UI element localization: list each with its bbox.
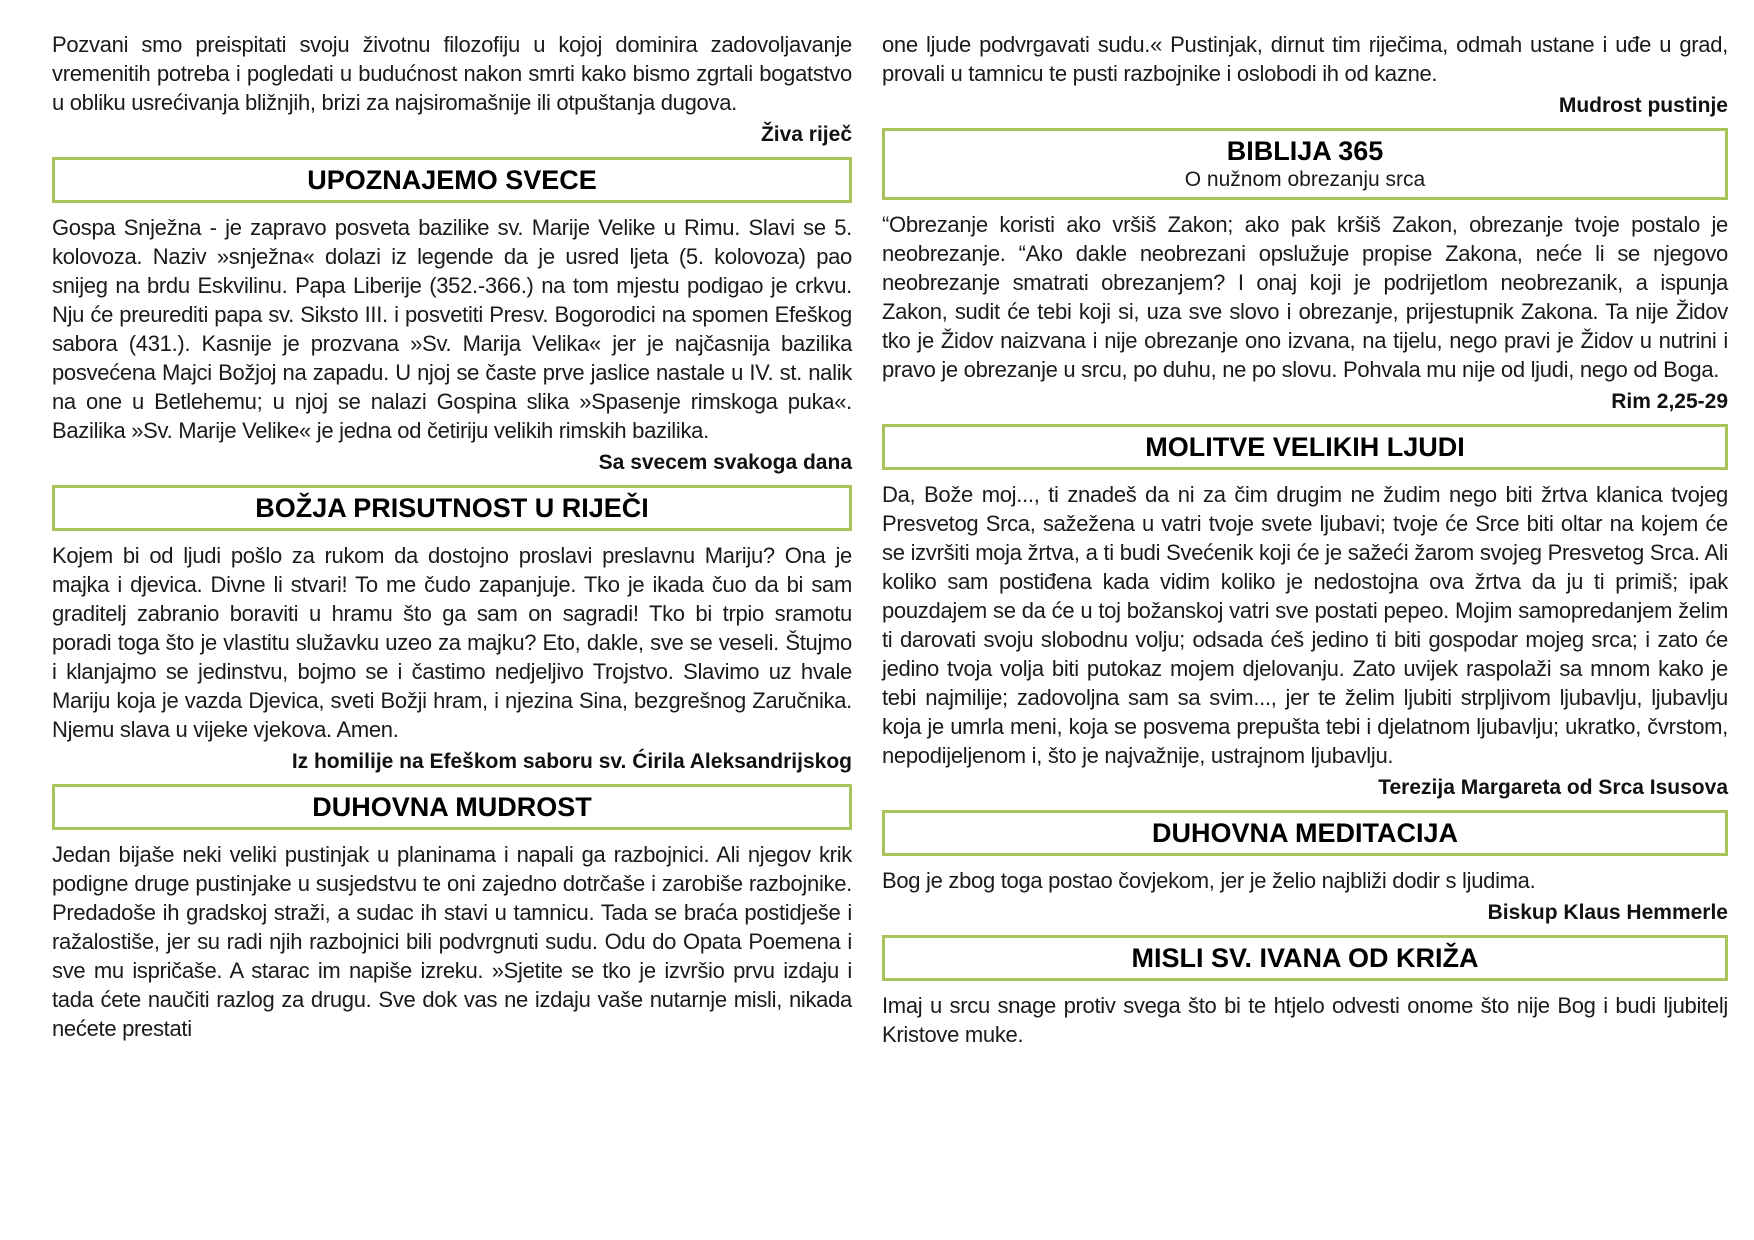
section-title: UPOZNAJEMO SVECE (307, 165, 597, 195)
intro-paragraph: Pozvani smo preispitati svoju životnu filozofiju u kojoj dominira zadovoljavanje vremenitih potreba i pogledati u budućnost nakon smrti kako bismo zgrtali bogatstvo u obliku usrećivanja bližnjih, brizi za najsiromašnije ili otpuštanja dugova. (52, 32, 852, 115)
section-title: BOŽJA PRISUTNOST U RIJEČI (255, 493, 649, 523)
bozja-prisutnost-attribution: Iz homilije na Efeškom saboru sv. Ćirila Aleksandrijskog (291, 750, 852, 773)
bozja-prisutnost-paragraph: Kojem bi od ljudi pošlo za rukom da dostojno proslavi preslavnu Mariju? Ona je majka i djevica. Divne li stvari! To me čudo zapanjuje. Tko je ikada čuo da bi sam graditelj zabranio boraviti u hramu što ga sam on sagradi! Tko bi trpio sramotu poradi toga što je vlastitu služavku uzeo za majku? Eto, dakle, sve se veseli. Štujmo i klanjajmo se jedinstvu, bojmo se i častimo nedjeljivo Trojstvo. Slavimo uz hvale Mariju koja je vazda Djevica, sveti Božji hram, i njezina Sina, bezgrešnog Zaručnika. Njemu slava u vijeke vjekova. Amen. (52, 543, 852, 742)
duhovna-mudrost-attribution: Mudrost pustinje (1558, 94, 1728, 117)
section-title: DUHOVNA MUDROST (312, 792, 592, 822)
section-title: DUHOVNA MEDITACIJA (1151, 818, 1458, 848)
section-title: BIBLIJA 365 (1226, 136, 1384, 166)
section-subtitle: O nužnom obrezanju srca (1184, 168, 1426, 191)
left-column (52, 30, 852, 1230)
biblija-365-attribution: Rim 2,25-29 (1611, 390, 1728, 413)
molitve-velikih-ljudi-attribution: Terezija Margareta od Srca Isusova (1378, 776, 1728, 799)
misli-sv-ivana-paragraph: Imaj u srcu snage protiv svega što bi te htjelo odvesti onome što nije Bog i budi ljubitelj Kristove muke. (882, 993, 1728, 1047)
molitve-velikih-ljudi-paragraph: Da, Bože moj..., ti znadeš da ni za čim drugim ne žudim nego biti žrtva klanica tvojeg Presvetog Srca, sažežena u vatri tvoje svete ljubavi; tvoje će Srce biti oltar na kojem će se izvršiti moja žrtva, a ti budi Svećenik koji će je sažeći žarom svojeg Presvetog Srca. Ali koliko sam postiđena kada vidim koliko je nedostojna ova žrtva da ju ti primiš; ipak pouzdajem se da će u toj božanskoj vatri sve postati pepeo. Mojim samopredanjem želim ti darovati svoju slobodnu volju; odsada ćeš jedino ti biti gospodar mojeg srca; i zato će jedino tvoja volja biti putokaz mojem djelovanju. Zato uvijek raspolaži sa mnom kako je tebi najmilije; zadovoljna sam sa svim..., jer te želim ljubiti strpljivom ljubavlju, ljubavlju koja je umrla meni, koja se posvema prepušta tebi i djelatnom ljubavlju; ukratko, čvrstom, nepodijeljenom i, što je najvažnije, ustrajnom ljubavlju. (882, 482, 1728, 768)
section-header-duhovna-meditacija (882, 810, 1728, 856)
duhovna-mudrost-paragraph: Jedan bijaše neki veliki pustinjak u planinama i napali ga razbojnici. Ali njegov krik podigne druge pustinjake u susjedstvu te oni zajedno dotrčaše i zarobiše razbojnike. Predadoše ih gradskoj straži, a sudac ih stavi u tamnicu. Tada se braća postidješe i ražalostiše, jer su radi njih razbojnici bili podvrgnuti sudu. Odu do Opata Poemena i sve mu ispričaše. A starac im napiše izreku. »Sjetite se tko je izvršio prvu izdaju i tada ćete naučiti razlog za drugu. Sve dok vas ne izdaju vaše nutarnje misli, nikada nećete prestati (52, 842, 852, 1041)
upoznajemo-svece-attribution: Sa svecem svakoga dana (598, 451, 852, 474)
right-column (882, 30, 1728, 1230)
section-header-biblija-365 (882, 128, 1728, 200)
biblija-365-paragraph: “Obrezanje koristi ako vršiš Zakon; ako pak kršiš Zakon, obrezanje tvoje postalo je neobrezanje. “Ako dakle neobrezani opslužuje propise Zakona, neće li se njegovo neobrezanje smatrati obrezanjem? I onaj koji je podrijetlom neobrezanik, a ispunja Zakon, sudit će tebi koji si, uza sve slovo i obrezanje, prijestupnik Zakona. Ta nije Židov tko je Židov naizvana i nije obrezanje ono izvana, na tijelu, nego pravi je Židov u nutrini i pravo je obrezanje u srcu, po duhu, ne po slovu. Pohvala mu nije od ljudi, nego od Boga. (882, 212, 1728, 382)
section-title: MISLI SV. IVANA OD KRIŽA (1131, 943, 1479, 973)
section-header-bozja-prisutnost (52, 485, 852, 531)
duhovna-meditacija-paragraph: Bog je zbog toga postao čovjekom, jer je želio najbliži dodir s ljudima. (882, 868, 1536, 893)
section-header-upoznajemo-svece (52, 157, 852, 203)
duhovna-meditacija-attribution: Biskup Klaus Hemmerle (1487, 901, 1728, 924)
duhovna-mudrost-continued-paragraph: one ljude podvrgavati sudu.« Pustinjak, dirnut tim riječima, odmah ustane i uđe u grad, provali u tamnicu te pusti razbojnike i oslobodi ih od kazne. (882, 32, 1728, 86)
upoznajemo-svece-paragraph: Gospa Snježna - je zapravo posveta bazilike sv. Marije Velike u Rimu. Slavi se 5. kolovoza. Naziv »snježna« dolazi iz legende da je usred ljeta (5. kolovoza) pao snijeg na brdu Eskvilinu. Papa Liberije (352.-366.) na tom mjestu podigao je crkvu. Nju će preurediti papa sv. Siksto III. i posvetiti Presv. Bogorodici na spomen Efeškog sabora (431.). Kasnije je prozvana »Sv. Marija Velika« jer je najčasnija bazilika posvećena Majci Božjoj na zapadu. U njoj se časte prve jaslice nastale u IV. st. nalik na one u Betlehemu; u njoj se nalazi Gospina slika »Spasenje rimskoga puka«. Bazilika »Sv. Marije Velike« je jedna od četiriju velikih rimskih bazilika. (52, 215, 852, 443)
intro-attribution: Živa riječ (760, 123, 852, 146)
section-header-misli-sv-ivana-od-kriza (882, 935, 1728, 981)
section-header-molitve-velikih-ljudi (882, 424, 1728, 470)
section-title: MOLITVE VELIKIH LJUDI (1145, 432, 1465, 462)
section-header-duhovna-mudrost (52, 784, 852, 830)
